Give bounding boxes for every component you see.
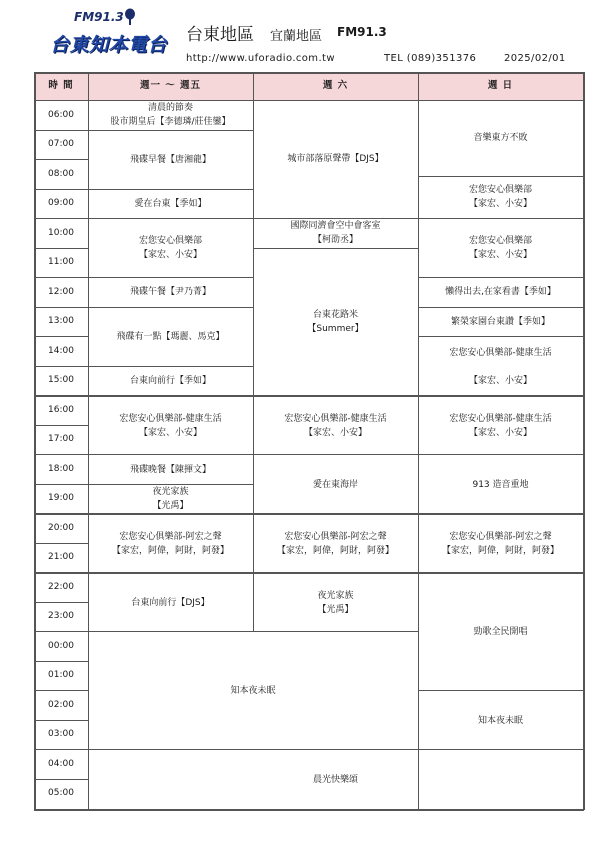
grid-line <box>88 72 89 809</box>
program-sunday-sing-along <box>418 573 583 691</box>
program-sunday-health-2 <box>418 396 583 455</box>
time-slot: 00:00 <box>48 640 74 651</box>
program-host: 【光禹】 <box>317 604 354 615</box>
header-sunday <box>418 72 583 100</box>
program-title: 飛碟早餐【唐湘龍】 <box>129 154 211 165</box>
program-sunday-913 <box>418 455 583 514</box>
grid-line <box>34 572 583 574</box>
program-title: 宏您安心俱樂部-健康生活 <box>449 347 552 358</box>
program-host: 【家宏、小安】 <box>468 427 532 438</box>
program-weekday-ufo-breakfast <box>88 130 253 189</box>
program-title: 勁歌全民開唱 <box>473 627 528 637</box>
time-slot: 11:00 <box>48 257 74 268</box>
header-saturday <box>253 72 418 100</box>
program-host: 【柯劭丞】 <box>312 235 358 245</box>
grid-line <box>88 130 253 131</box>
program-sunday-prosperous <box>418 307 583 337</box>
program-title: 宏您安心俱樂部-阿宏之聲 <box>119 531 222 542</box>
program-host: 【家宏，阿偉，阿財，阿發】 <box>276 545 394 556</box>
grid-line <box>34 425 88 426</box>
telephone: TEL (089)351376 <box>384 53 477 64</box>
grid-line <box>34 277 88 278</box>
program-title: 愛在台東【季如】 <box>134 198 207 209</box>
program-overnight-morning-joy <box>88 750 583 809</box>
time-slot: 03:00 <box>48 729 74 740</box>
program-title: 愛在東海岸 <box>312 479 358 490</box>
grid-line <box>34 513 583 515</box>
program-sunday-ahong-voice <box>418 514 583 573</box>
grid-line <box>418 454 583 455</box>
grid-line <box>34 72 583 74</box>
grid-line <box>34 631 88 632</box>
program-host: 股市期皇后【李德璘/莊佳鑾】 <box>110 117 231 127</box>
program-weekday-taitung-forward <box>88 366 253 396</box>
program-title: 宏您安心俱樂部 <box>138 235 202 246</box>
time-slot: 06:00 <box>48 109 74 120</box>
grid-line <box>34 720 88 721</box>
program-host: 【家宏，阿偉，阿財，阿發】 <box>441 545 559 556</box>
grid-line <box>34 336 88 337</box>
header-time <box>34 72 88 100</box>
grid-line <box>88 366 253 367</box>
program-title: 913 造音重地 <box>472 479 529 490</box>
program-title: 晨光快樂頌 <box>312 774 358 785</box>
program-sunday-club-1 <box>418 176 583 218</box>
grid-line <box>253 218 418 219</box>
grid-line <box>88 277 253 278</box>
program-title: 台東花路米 <box>312 310 358 320</box>
time-slot: 14:00 <box>48 345 74 356</box>
program-title: 宏您安心俱樂部-健康生活 <box>119 413 222 424</box>
grid-line <box>34 100 583 101</box>
grid-line <box>583 72 585 810</box>
program-sunday-music-east <box>418 100 583 176</box>
grid-line <box>34 602 88 603</box>
program-title: 宏您安心俱樂部-健康生活 <box>284 413 387 424</box>
program-host: 【家宏、小安】 <box>468 375 532 386</box>
grid-line <box>34 543 88 544</box>
grid-line <box>88 749 418 750</box>
program-saturday-city-tribe <box>253 100 418 218</box>
time-slot: 13:00 <box>48 316 74 327</box>
frequency-label: FM91.3 <box>337 25 387 39</box>
time-slot: 20:00 <box>48 522 74 533</box>
header-saturday-label: 週 六 <box>322 80 349 91</box>
program-sunday-late-night <box>418 691 583 750</box>
program-title: 台東向前行【季如】 <box>129 376 211 386</box>
grid-line <box>88 454 253 455</box>
grid-line <box>88 484 253 485</box>
header-weekday-label: 週一 ～ 週五 <box>139 80 202 91</box>
grid-line <box>88 307 253 308</box>
program-title: 知本夜未眠 <box>230 686 276 696</box>
program-weekday-ufo-lunch <box>88 277 253 307</box>
program-host: 【Summer】 <box>307 324 364 334</box>
program-host: 【家宏，阿偉，阿財，阿發】 <box>111 545 229 556</box>
program-host: 【家宏、小安】 <box>468 199 532 209</box>
grid-line <box>34 218 88 219</box>
program-title: 城市部落原聲帶【DJS】 <box>287 154 384 164</box>
program-title: 清晨的節奏 <box>147 103 193 113</box>
grid-line <box>34 130 88 131</box>
program-title: 飛碟晚餐【陳揮文】 <box>129 464 211 475</box>
grid-line <box>418 72 419 809</box>
header-weekday <box>88 72 253 100</box>
program-title: 飛碟有一點【瑪麗、馬克】 <box>116 331 225 342</box>
grid-line <box>34 661 88 662</box>
program-title: 飛碟午餐【尹乃菁】 <box>129 287 211 297</box>
program-title: 台東向前行【DJS】 <box>131 597 210 608</box>
program-weekday-ahong-voice <box>88 514 253 573</box>
grid-line <box>253 72 254 632</box>
program-saturday-east-coast <box>253 455 418 514</box>
program-sunday-reading <box>418 277 583 307</box>
grid-line <box>34 779 88 780</box>
grid-line <box>34 809 584 811</box>
program-overnight-late-night <box>88 632 418 750</box>
logo-fm-text: FM91.3 <box>74 10 124 24</box>
program-host: 【家宏、小安】 <box>468 249 532 260</box>
program-title: 繁榮家園台東讚【季如】 <box>450 317 550 327</box>
logo-station-name: 台東知本電台 <box>50 34 168 56</box>
program-weekday-ufo-afternoon <box>88 307 253 366</box>
program-title: 國際同濟會空中會客室 <box>290 221 381 231</box>
grid-line <box>34 454 88 455</box>
time-slot: 21:00 <box>48 552 74 563</box>
grid-line <box>34 159 88 160</box>
grid-line <box>418 307 583 308</box>
schedule-date: 2025/02/01 <box>504 53 566 64</box>
program-saturday-health <box>253 396 418 455</box>
time-slot: 16:00 <box>48 404 74 415</box>
program-host: 【家宏、小安】 <box>138 427 202 438</box>
program-title: 宏您安心俱樂部-阿宏之聲 <box>449 531 552 542</box>
time-slot: 19:00 <box>48 493 74 504</box>
grid-line <box>34 395 583 397</box>
program-title: 知本夜未眠 <box>477 715 523 726</box>
region-title: 台東地區 <box>186 25 254 45</box>
time-slot: 15:00 <box>48 375 74 386</box>
program-title: 宏您安心俱樂部 <box>468 185 532 195</box>
time-slot: 12:00 <box>48 286 74 297</box>
grid-line <box>418 277 583 278</box>
website-url: http://www.uforadio.com.tw <box>186 53 335 64</box>
grid-line <box>34 72 36 809</box>
time-slot: 01:00 <box>48 670 74 681</box>
program-saturday-kiwanis <box>253 218 418 248</box>
time-slot: 17:00 <box>48 434 74 445</box>
grid-line <box>34 248 88 249</box>
time-slot: 05:00 <box>48 788 74 799</box>
grid-line <box>88 631 253 632</box>
program-saturday-night-family <box>253 573 418 632</box>
grid-line <box>418 336 583 337</box>
time-slot: 10:00 <box>48 227 74 238</box>
program-title: 懶得出去,在家看書【季如】 <box>445 287 556 297</box>
time-slot: 04:00 <box>48 758 74 769</box>
program-sunday-club-2 <box>418 218 583 277</box>
time-slot: 22:00 <box>48 581 74 592</box>
grid-line <box>34 307 88 308</box>
grid-line <box>418 749 583 750</box>
program-title: 宏您安心俱樂部-阿宏之聲 <box>284 531 387 542</box>
time-slot: 02:00 <box>48 699 74 710</box>
program-saturday-ahong-voice <box>253 514 418 573</box>
program-weekday-night-family <box>88 484 253 514</box>
program-sunday-health-1 <box>418 337 583 396</box>
program-title: 宏您安心俱樂部-健康生活 <box>449 413 552 424</box>
program-title: 夜光家族 <box>317 590 354 601</box>
program-weekday-ufo-dinner <box>88 455 253 484</box>
program-host: 【家宏、小安】 <box>303 427 367 438</box>
time-slot: 07:00 <box>48 139 74 150</box>
grid-line <box>418 176 583 177</box>
grid-line <box>34 366 88 367</box>
grid-line <box>418 690 583 691</box>
program-title: 宏您安心俱樂部 <box>468 235 532 246</box>
grid-line <box>253 454 418 455</box>
grid-line <box>253 631 418 632</box>
program-weekday-club <box>88 218 253 277</box>
program-weekday-morning-rhythm <box>88 100 253 130</box>
grid-line <box>34 484 88 485</box>
grid-line <box>253 248 418 249</box>
header-sunday-label: 週 日 <box>487 80 514 91</box>
program-weekday-taitung-forward-djs <box>88 573 253 632</box>
program-host: 【家宏、小安】 <box>138 249 202 260</box>
grid-line <box>34 189 88 190</box>
program-title: 音樂東方不敗 <box>473 133 528 143</box>
grid-line <box>34 690 88 691</box>
program-title: 夜光家族 <box>152 487 189 497</box>
time-slot: 23:00 <box>48 611 74 622</box>
program-host: 【光禹】 <box>152 501 189 511</box>
header-time-label: 時 間 <box>48 80 74 91</box>
program-weekday-love-taitung <box>88 189 253 218</box>
time-slot: 09:00 <box>48 198 74 209</box>
program-weekday-health <box>88 396 253 455</box>
grid-line <box>34 749 88 750</box>
time-slot: 08:00 <box>48 168 74 179</box>
region-subtitle: 宜蘭地區 <box>270 29 323 44</box>
program-saturday-taitung-walk <box>253 248 418 396</box>
grid-line <box>418 218 583 219</box>
grid-line <box>88 218 253 219</box>
time-slot: 18:00 <box>48 463 74 474</box>
grid-line <box>88 189 253 190</box>
